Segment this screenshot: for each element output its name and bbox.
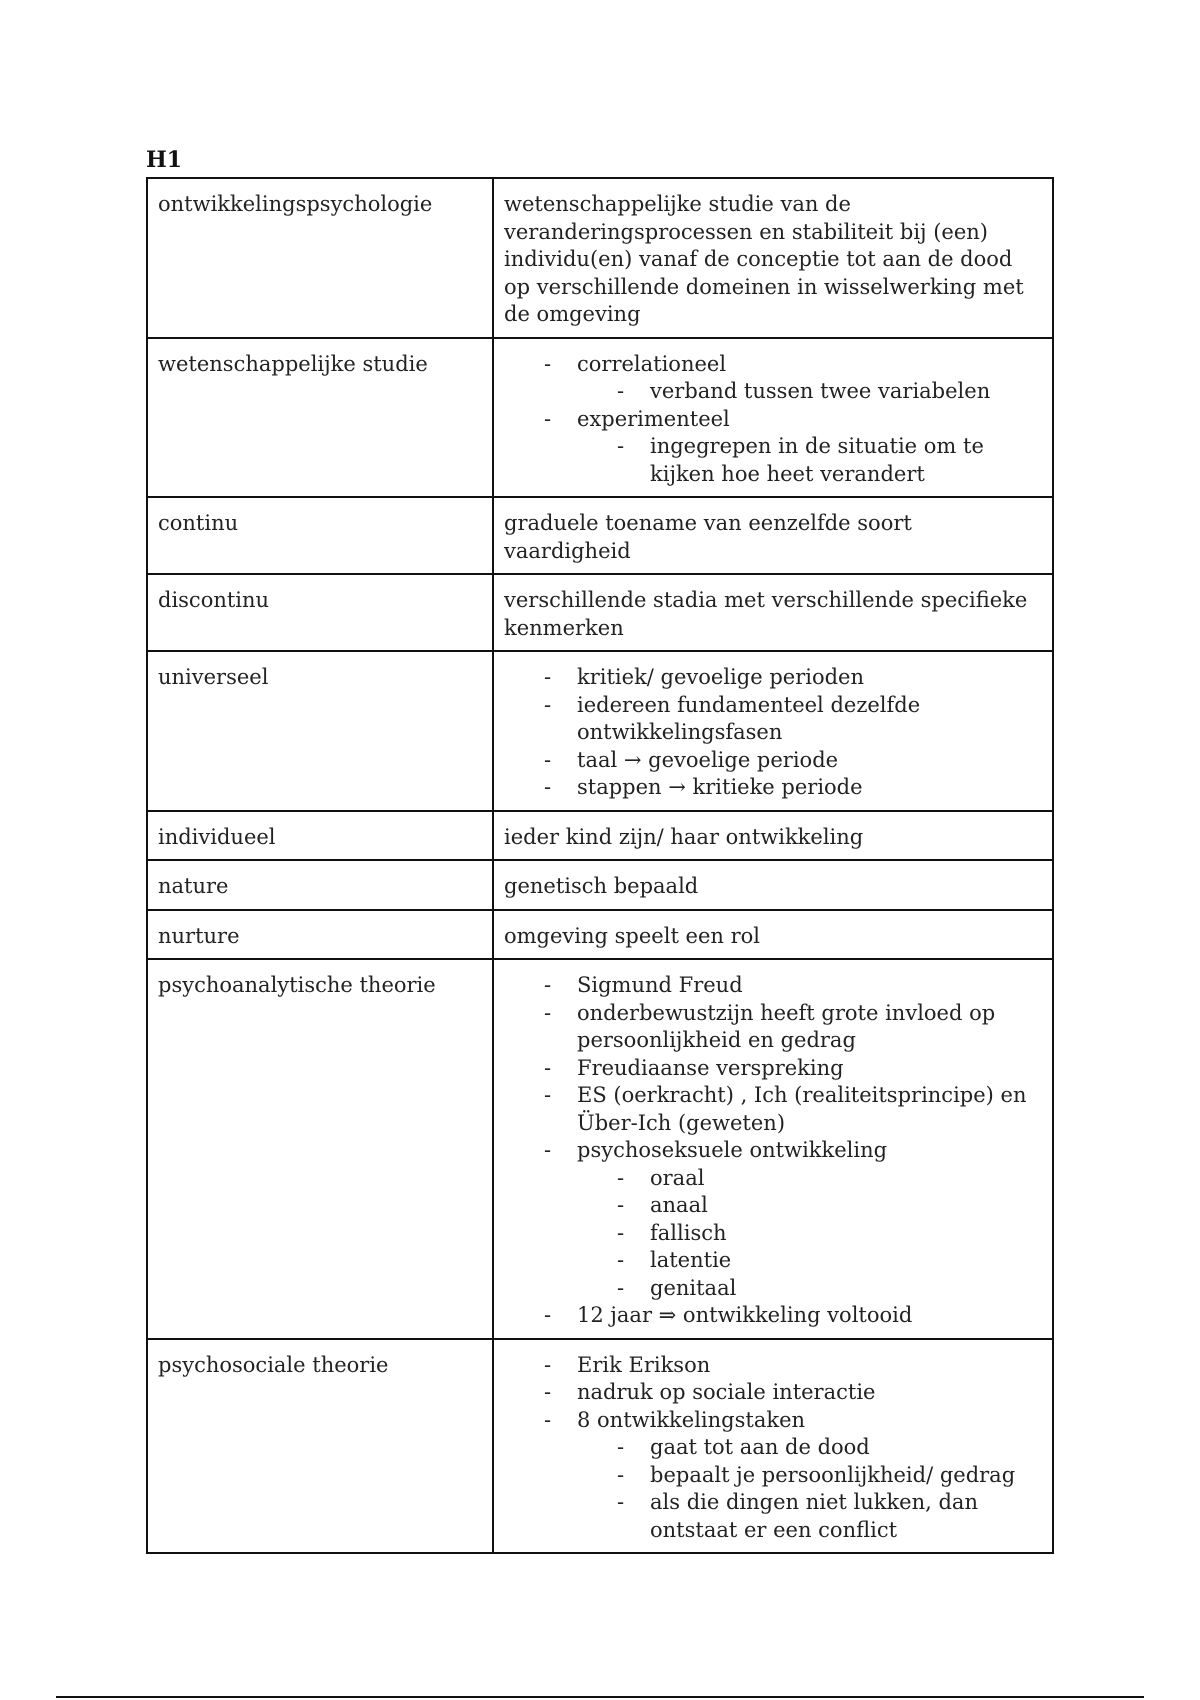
bullet-list xyxy=(504,972,1042,1330)
sub-bullet-item: - genitaal xyxy=(617,1275,1042,1303)
bullet-item: - Freudiaanse verspreking xyxy=(544,1055,1042,1083)
bullet-item: - 12 jaar ⇒ ontwikkeling voltooid xyxy=(544,1302,1042,1330)
sub-bullet-list xyxy=(577,1434,1042,1544)
definition-cell: genetisch bepaald xyxy=(493,860,1053,910)
definition-cell: ieder kind zijn/ haar ontwikkeling xyxy=(493,811,1053,861)
definition-cell: omgeving speelt een rol xyxy=(493,910,1053,960)
bullet-text: psychoseksuele ontwikkeling xyxy=(577,1138,888,1162)
table-row xyxy=(147,959,1053,1339)
definition-cell xyxy=(493,338,1053,498)
sub-bullet-item: - bepaalt je persoonlijkheid/ gedrag xyxy=(617,1462,1042,1490)
table-row xyxy=(147,497,1053,574)
bullet-item: - iedereen fundamenteel dezelfde ontwikkelingsfasen xyxy=(544,692,1042,747)
bullet-list xyxy=(504,1352,1042,1545)
glossary-body xyxy=(147,178,1053,1553)
table-row xyxy=(147,574,1053,651)
bullet-item: - stappen → kritieke periode xyxy=(544,774,1042,802)
sub-bullet-item: - ingegrepen in de situatie om te kijken hoe heet verandert xyxy=(617,433,1042,488)
bullet-item: - Erik Erikson xyxy=(544,1352,1042,1380)
bullet-item xyxy=(544,351,1042,406)
term-cell: nature xyxy=(147,860,493,910)
definition-cell xyxy=(493,959,1053,1339)
term-cell: ontwikkelingspsychologie xyxy=(147,178,493,338)
sub-bullet-list xyxy=(577,433,1042,488)
bullet-text: 8 ontwikkelingstaken xyxy=(577,1407,806,1432)
term-cell: individueel xyxy=(147,811,493,861)
sub-bullet-item: - gaat tot aan de dood xyxy=(617,1434,1042,1462)
sub-bullet-item: - verband tussen twee variabelen xyxy=(617,378,1042,406)
term-cell: psychoanalytische theorie xyxy=(147,959,493,1339)
table-row xyxy=(147,651,1053,811)
table-row xyxy=(147,910,1053,960)
sub-bullet-list xyxy=(577,1165,1042,1303)
table-row xyxy=(147,338,1053,498)
definition-cell: wetenschappelijke studie van de veranderingsprocessen en stabiliteit bij (een) individu(en) vanaf de conceptie tot aan de dood op verschillende domeinen in wisselwerking met de omgeving xyxy=(493,178,1053,338)
definition-cell: verschillende stadia met verschillende specifieke kenmerken xyxy=(493,574,1053,651)
definition-cell: graduele toename van eenzelfde soort vaardigheid xyxy=(493,497,1053,574)
sub-bullet-item: - latentie xyxy=(617,1247,1042,1275)
term-cell: universeel xyxy=(147,651,493,811)
bullet-item: - onderbewustzijn heeft grote invloed op persoonlijkheid en gedrag xyxy=(544,1000,1042,1055)
term-cell: discontinu xyxy=(147,574,493,651)
bullet-item: - taal → gevoelige periode xyxy=(544,747,1042,775)
table-row xyxy=(147,860,1053,910)
term-cell: wetenschappelijke studie xyxy=(147,338,493,498)
table-row xyxy=(147,811,1053,861)
bullet-list xyxy=(504,351,1042,489)
bullet-item: - kritiek/ gevoelige perioden xyxy=(544,664,1042,692)
sub-bullet-list xyxy=(577,378,1042,406)
bullet-item: - ES (oerkracht) , Ich (realiteitsprincipe) en Über-Ich (geweten) xyxy=(544,1082,1042,1137)
bullet-item xyxy=(544,406,1042,489)
table-row xyxy=(147,178,1053,338)
glossary-table xyxy=(146,177,1054,1554)
term-cell: psychosociale theorie xyxy=(147,1339,493,1554)
term-cell: nurture xyxy=(147,910,493,960)
bullet-item: - Sigmund Freud xyxy=(544,972,1042,1000)
bullet-item: - nadruk op sociale interactie xyxy=(544,1379,1042,1407)
term-cell: continu xyxy=(147,497,493,574)
page-heading: H1 xyxy=(146,147,183,173)
sub-bullet-item: - oraal xyxy=(617,1165,1042,1193)
bullet-item xyxy=(544,1137,1042,1302)
bullet-item xyxy=(544,1407,1042,1545)
sub-bullet-item: - als die dingen niet lukken, dan ontstaat er een conflict xyxy=(617,1489,1042,1544)
sub-bullet-item: - fallisch xyxy=(617,1220,1042,1248)
sub-bullet-item: - anaal xyxy=(617,1192,1042,1220)
bullet-list xyxy=(504,664,1042,802)
definition-cell xyxy=(493,1339,1053,1554)
bullet-text: experimenteel xyxy=(577,406,730,431)
table-row xyxy=(147,1339,1053,1554)
bullet-text: correlationeel xyxy=(577,351,727,376)
definition-cell xyxy=(493,651,1053,811)
page-bottom-rule xyxy=(56,1696,1144,1698)
